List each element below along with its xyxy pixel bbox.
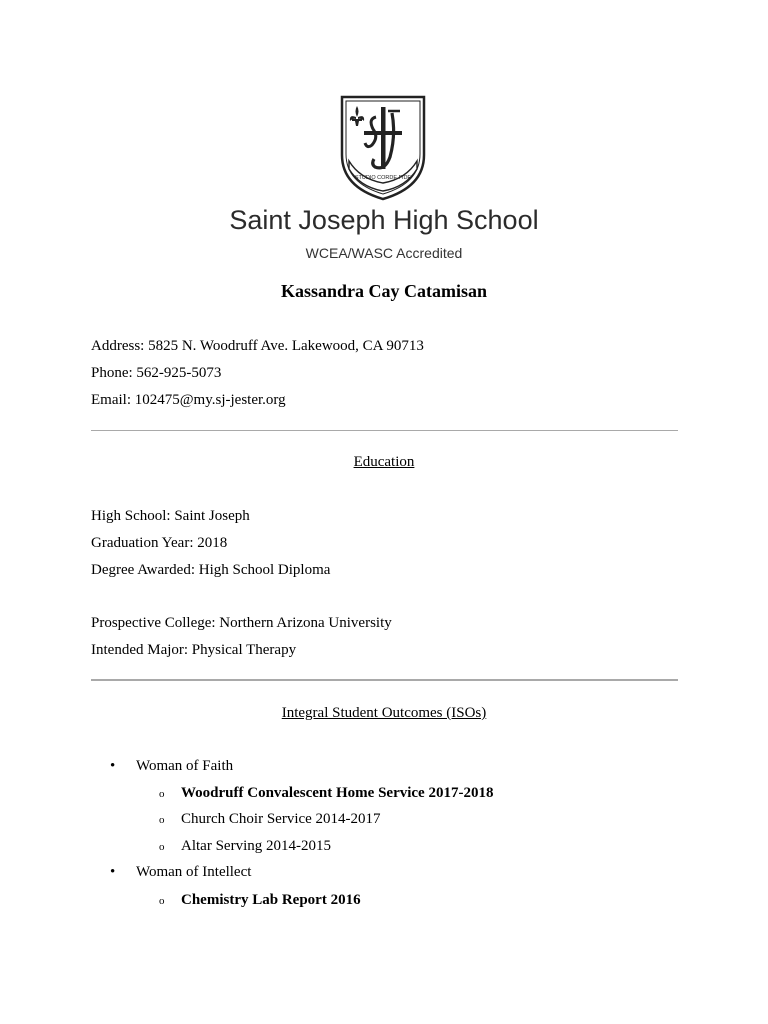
divider [91,679,678,681]
degree-line: Degree Awarded: High School Diploma [91,562,331,578]
divider [91,430,678,431]
bullet-marker: • [110,758,116,774]
phone-line: Phone: 562-925-5073 [91,365,222,381]
education-heading: Education [353,454,415,470]
student-name: Kassandra Cay Catamisan [280,281,488,301]
iso-group-label: Woman of Intellect [136,864,252,880]
address-line: Address: 5825 N. Woodruff Ave. Lakewood, CA 90713 [91,338,424,354]
iso-group-label: Woman of Faith [136,758,234,774]
intended-major-line: Intended Major: Physical Therapy [91,642,297,658]
iso-item: Altar Serving 2014-2015 [181,838,331,854]
high-school-line: High School: Saint Joseph [91,508,250,524]
bullet-marker: • [110,864,116,880]
school-crest-icon [340,95,426,201]
graduation-year-line: Graduation Year: 2018 [91,535,228,551]
accreditation-text: WCEA/WASC Accredited [305,245,463,261]
sub-bullet-marker: o [159,788,165,800]
crest-motto: STUDIO CORDE FIDE [354,175,412,181]
sub-bullet-marker: o [159,895,165,907]
sub-bullet-marker: o [159,841,165,853]
school-name: Saint Joseph High School [229,205,539,235]
iso-item: Woodruff Convalescent Home Service 2017-2018 [181,785,494,801]
iso-item: Chemistry Lab Report 2016 [181,892,361,908]
email-line: Email: 102475@my.sj-jester.org [91,392,286,408]
sub-bullet-marker: o [159,814,165,826]
isos-heading: Integral Student Outcomes (ISOs) [281,705,487,721]
iso-item: Church Choir Service 2014-2017 [181,811,381,827]
prospective-college-line: Prospective College: Northern Arizona University [91,615,392,631]
